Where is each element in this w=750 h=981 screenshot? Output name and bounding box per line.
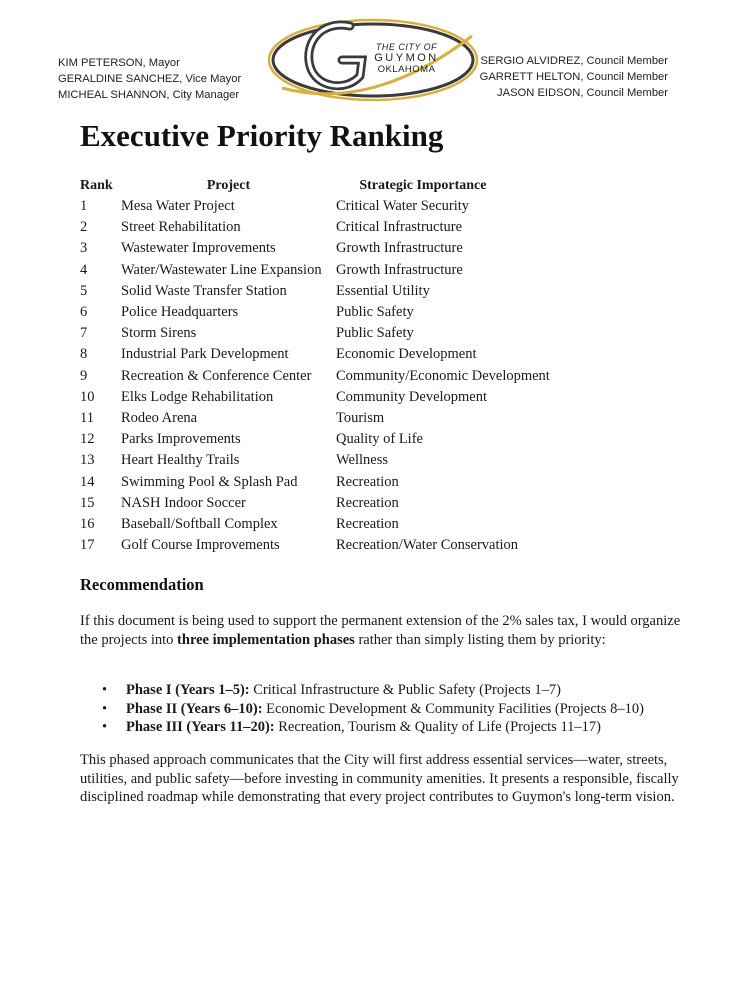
logo-line-2: GUYMON [374, 52, 439, 64]
project-cell: Parks Improvements [121, 431, 241, 448]
recommendation-heading: Recommendation [80, 575, 204, 594]
importance-cell: Tourism [336, 409, 385, 426]
importance-cell: Growth Infrastructure [336, 261, 463, 278]
logo-line-1: THE CITY OF [375, 42, 438, 52]
phase-label: Phase III (Years 11–20): [126, 719, 275, 735]
phase-text: Economic Development & Community Facilities (Projects 8–10) [262, 700, 644, 717]
table-body [80, 196, 550, 556]
importance-cell: Public Safety [336, 304, 414, 321]
project-cell: Water/Wastewater Line Expansion [121, 261, 322, 278]
table-row [80, 471, 550, 492]
importance-cell: Critical Infrastructure [336, 219, 463, 236]
project-cell: Swimming Pool & Splash Pad [121, 473, 298, 490]
logo-line-3: OKLAHOMA [377, 64, 436, 75]
rank-cell: 15 [80, 494, 95, 511]
rank-cell: 13 [80, 452, 95, 469]
bullet-icon: • [102, 682, 108, 698]
importance-cell: Growth Infrastructure [336, 240, 463, 257]
letterhead [0, 0, 750, 110]
rank-cell: 17 [80, 537, 95, 554]
recommendation-closing: This phased approach communicates that the City will first address essential services—water, streets, utilities, and public safety—before investing in community amenities. It presents a responsible, fiscally disciplined roadmap while demonstrating that every project contributes to Guymon's long-term vision. [80, 752, 679, 805]
priority-table [80, 176, 550, 556]
rank-cell: 1 [80, 198, 88, 215]
project-cell: Heart Healthy Trails [121, 452, 240, 469]
table-row [80, 238, 550, 259]
project-cell: Industrial Park Development [121, 346, 289, 363]
project-cell: Elks Lodge Rehabilitation [121, 388, 274, 405]
rank-cell: 6 [80, 304, 88, 321]
rank-cell: 3 [80, 240, 88, 257]
header-project: Project [206, 178, 251, 193]
project-cell: Recreation & Conference Center [121, 367, 312, 384]
page-title: Executive Priority Ranking [80, 118, 444, 153]
rank-cell: 14 [80, 473, 95, 490]
importance-cell: Economic Development [336, 346, 477, 363]
phase-label: Phase I (Years 1–5): [126, 682, 250, 698]
rank-cell: 16 [80, 515, 95, 532]
table-row [80, 323, 550, 344]
table-row [80, 217, 550, 238]
header-rank: Rank [80, 178, 113, 193]
table-row [80, 535, 550, 556]
table-row [80, 429, 550, 450]
bullet-icon: • [102, 700, 108, 717]
rank-cell: 10 [80, 388, 95, 405]
phase-item [80, 700, 644, 719]
official-council-1: SERGIO ALVIDREZ, Council Member [480, 55, 668, 67]
rank-cell: 9 [80, 367, 88, 384]
intro-text-end: rather than simply listing them by priority: [354, 631, 606, 648]
importance-cell: Recreation [336, 473, 399, 490]
importance-cell: Recreation/Water Conservation [336, 537, 519, 554]
project-cell: NASH Indoor Soccer [121, 494, 246, 511]
table-header-row [80, 176, 550, 196]
intro-text-emphasis: three implementation phases [177, 631, 355, 648]
phase-item [80, 718, 644, 737]
official-city-manager: MICHEAL SHANNON, City Manager [58, 89, 240, 101]
project-cell: Police Headquarters [121, 304, 239, 321]
importance-cell: Recreation [336, 494, 399, 511]
rank-cell: 11 [80, 409, 94, 426]
table-row [80, 408, 550, 429]
project-cell: Mesa Water Project [121, 198, 235, 215]
table-row [80, 196, 550, 217]
table-row [80, 260, 550, 281]
rank-cell: 12 [80, 431, 95, 448]
rank-cell: 5 [80, 282, 88, 299]
official-council-2: GARRETT HELTON, Council Member [479, 71, 668, 83]
project-cell: Golf Course Improvements [121, 537, 280, 554]
importance-cell: Public Safety [336, 325, 414, 342]
importance-cell: Recreation [336, 515, 399, 532]
table-row [80, 281, 550, 302]
project-cell: Storm Sirens [121, 325, 197, 342]
official-council-3: JASON EIDSON, Council Member [497, 87, 668, 99]
official-mayor: KIM PETERSON, Mayor [58, 57, 180, 69]
logo-wordmark [359, 42, 454, 75]
officials-left [58, 55, 241, 103]
project-cell: Baseball/Softball Complex [121, 515, 278, 532]
table-row [80, 450, 550, 471]
table-row [80, 387, 550, 408]
table-row [80, 302, 550, 323]
project-cell: Wastewater Improvements [121, 240, 276, 257]
city-logo [262, 14, 484, 106]
rank-cell: 4 [80, 261, 88, 278]
importance-cell: Community/Economic Development [336, 367, 550, 384]
importance-cell: Community Development [336, 388, 488, 405]
official-vice-mayor: GERALDINE SANCHEZ, Vice Mayor [58, 73, 242, 85]
phase-item [80, 681, 644, 700]
phase-text: Critical Infrastructure & Public Safety (Projects 1–7) [249, 682, 561, 698]
importance-cell: Quality of Life [336, 431, 423, 448]
importance-cell: Essential Utility [336, 282, 430, 299]
rank-cell: 7 [80, 325, 88, 342]
importance-cell: Critical Water Security [336, 198, 470, 215]
rank-cell: 8 [80, 346, 88, 363]
project-cell: Rodeo Arena [121, 409, 198, 426]
intro-text-start: If this document is being used to support the permanent extension of the 2% sales tax, I would organize the projects into [80, 613, 681, 648]
bullet-icon: • [102, 719, 108, 735]
project-cell: Street Rehabilitation [121, 219, 241, 236]
officials-right [480, 53, 668, 101]
project-cell: Solid Waste Transfer Station [121, 282, 287, 299]
header-strategic-importance: Strategic Importance [359, 178, 487, 193]
importance-cell: Wellness [336, 452, 388, 469]
table-row [80, 366, 550, 387]
recommendation-intro [80, 612, 690, 649]
phase-text: Recreation, Tourism & Quality of Life (Projects 11–17) [274, 719, 601, 735]
table-row [80, 514, 550, 535]
table-row [80, 344, 550, 365]
phase-list [80, 681, 644, 737]
table-row [80, 493, 550, 514]
phase-label: Phase II (Years 6–10): [126, 700, 263, 717]
rank-cell: 2 [80, 219, 88, 236]
